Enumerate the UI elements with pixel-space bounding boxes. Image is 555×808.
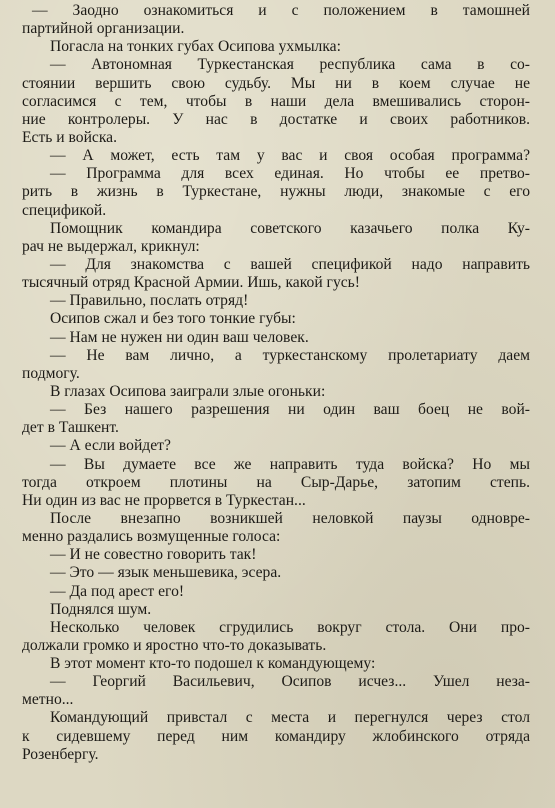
- text-line: менно раздались возмущенные голоса:: [22, 528, 281, 546]
- text-line: Помощник командира советского казачьего полка Ку-: [50, 219, 530, 237]
- text-line: ние контролеры. У нас в достатке и своих работников.: [22, 110, 530, 128]
- text-line: — Для знакомства с вашей спецификой надо направить: [50, 255, 530, 273]
- text-line: Командующий привстал с места и перегнулся через стол: [50, 709, 530, 727]
- text-line: — Вы думаете все же направить туда войска? Но мы: [50, 455, 530, 473]
- text-line: — А если войдет?: [50, 437, 171, 455]
- text-line: — А может, есть там у вас и своя особая программа?: [50, 147, 530, 165]
- text-line: — И не совестно говорить так!: [50, 546, 257, 564]
- text-line: стоянии вершить свою судьбу. Мы ни в коем случае не: [22, 74, 530, 92]
- text-line: — Георгий Васильевич, Осипов исчез... Ушел неза-: [50, 673, 530, 691]
- text-line: После внезапно возникшей неловкой паузы одновре-: [50, 509, 530, 527]
- text-line: — Это — язык меньшевика, эсера.: [50, 564, 282, 582]
- text-line: — Не вам лично, а туркестанскому пролетариату даем: [50, 346, 530, 364]
- text-line: — Без нашего разрешения ни один ваш боец не вой-: [50, 401, 530, 419]
- text-line: дет в Ташкент.: [22, 419, 119, 437]
- text-line: Есть и войска.: [22, 128, 117, 146]
- text-line: В этот момент кто-то подошел к командующему:: [50, 655, 376, 673]
- text-line: В глазах Осипова заиграли злые огоньки:: [50, 382, 326, 400]
- text-line: — Нам не нужен ни один ваш человек.: [50, 328, 309, 346]
- text-line: — Программа для всех единая. Но чтобы ее претво-: [50, 165, 530, 183]
- text-line: тысячный отряд Красной Армии. Ишь, какой гусь!: [22, 274, 360, 292]
- text-line: Погасла на тонких губах Осипова ухмылка:: [50, 38, 341, 56]
- text-line: Ни один из вас не прорвется в Туркестан...: [22, 491, 306, 509]
- text-line: — Автономная Туркестанская республика сама в со-: [50, 56, 530, 74]
- text-line: согласимся с тем, чтобы в наши дела вмешивались сторон-: [22, 92, 530, 110]
- text-line: метно...: [22, 691, 74, 709]
- text-line: Осипов сжал и без того тонкие губы:: [50, 310, 296, 328]
- page-text: [22, 2, 530, 764]
- text-line: подмогу.: [22, 364, 80, 382]
- text-line: рач не выдержал, крикнул:: [22, 237, 200, 255]
- text-line: спецификой.: [22, 201, 107, 219]
- text-line: должали громко и яростно что-то доказывать.: [22, 636, 327, 654]
- text-line: партийной организации.: [22, 20, 185, 38]
- text-line: Несколько человек сгрудились вокруг стола. Они про-: [50, 618, 530, 636]
- text-line: тогда откроем плотины на Сыр-Дарье, затопим степь.: [22, 473, 530, 491]
- text-line: — Заодно ознакомиться и с положением в тамошней: [32, 2, 530, 19]
- text-line: рить в жизнь в Туркестане, нужны люди, знакомые с его: [22, 183, 530, 201]
- text-line: — Правильно, послать отряд!: [50, 292, 249, 310]
- text-line: к сидевшему перед ним командиру жлобинского отряда: [22, 727, 530, 745]
- text-line: — Да под арест его!: [50, 582, 185, 600]
- text-line: Поднялся шум.: [50, 600, 152, 618]
- text-line: Розенбергу.: [22, 745, 99, 763]
